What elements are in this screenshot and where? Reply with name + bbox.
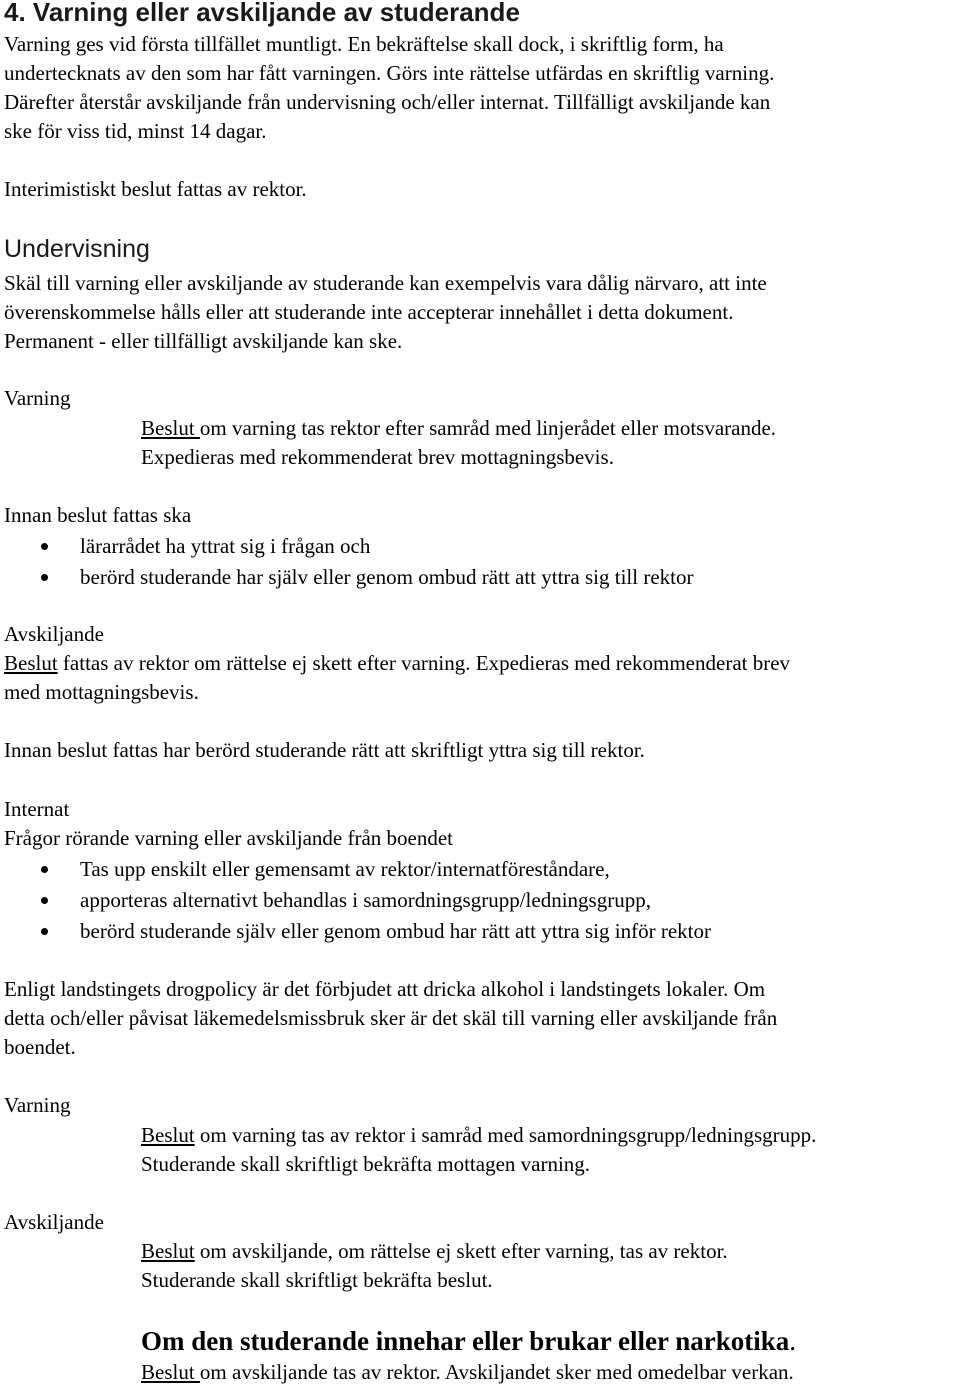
internat-varning-line	[141, 1121, 816, 1150]
internat-varning-label: Varning	[4, 1093, 71, 1117]
section4-paragraph-line: ske för viss tid, minst 14 dagar.	[4, 119, 267, 143]
beslut-underlined: Beslut	[4, 651, 58, 675]
varning-text: om varning tas rektor efter samråd med linjerådet eller motsvarande.	[199, 416, 777, 440]
internat-avskiljande-line2: Studerande skall skriftligt bekräfta beslut.	[141, 1268, 493, 1292]
bullet-item: apporteras alternativt behandlas i samordningsgrupp/ledningsgrupp,	[80, 888, 651, 912]
bullet-icon	[41, 897, 48, 904]
bullet-icon	[41, 866, 48, 873]
bullet-item: lärarrådet ha yttrat sig i frågan och	[80, 534, 371, 558]
internat-avskiljande-label: Avskiljande	[4, 1210, 104, 1234]
undervisning-avskiljande-label: Avskiljande	[4, 622, 104, 646]
section4-paragraph-line: Därefter återstår avskiljande från undervisning och/eller internat. Tillfälligt avskiljande kan	[4, 90, 771, 114]
innan-beslut-paragraph: Innan beslut fattas har berörd studerande rätt att skriftligt yttra sig till rektor.	[4, 738, 645, 762]
undervisning-varning-label: Varning	[4, 386, 71, 410]
bullet-icon	[41, 574, 48, 581]
beslut-underlined: Beslut	[141, 1239, 195, 1263]
internat-intro: Frågor rörande varning eller avskiljande från boendet	[4, 826, 453, 850]
internat-heading: Internat	[4, 797, 70, 821]
undervisning-paragraph-line: Skäl till varning eller avskiljande av studerande kan exempelvis vara dålig närvaro, att inte	[4, 271, 767, 295]
bullet-item: berörd studerande har själv eller genom ombud rätt att yttra sig till rektor	[80, 565, 694, 589]
undervisning-varning-line	[141, 414, 776, 443]
beslut-underlined: Beslut	[141, 416, 200, 440]
bullet-icon	[41, 928, 48, 935]
section4-paragraph-line: undertecknats av den som har fått varningen. Görs inte rättelse utfärdas en skriftlig varning.	[4, 61, 775, 85]
bullet-icon	[41, 543, 48, 550]
narkotika-heading-dot: .	[789, 1326, 797, 1356]
interim-decision-text: Interimistiskt beslut fattas av rektor.	[4, 177, 307, 201]
innan-beslut-heading: Innan beslut fattas ska	[4, 503, 192, 527]
narkotika-line	[141, 1358, 794, 1387]
undervisning-paragraph-line: överenskommelse hålls eller att studerande inte accepterar innehållet i detta dokument.	[4, 300, 734, 324]
section4-paragraph-line: Varning ges vid första tillfället muntligt. En bekräftelse skall dock, i skriftlig form, ha	[4, 32, 724, 56]
drogpolicy-paragraph-line: Enligt landstingets drogpolicy är det förbjudet att dricka alkohol i landstingets lokaler. Om	[4, 977, 766, 1001]
narkotika-heading	[141, 1325, 796, 1359]
bullet-item: berörd studerande själv eller genom ombud har rätt att yttra sig inför rektor	[80, 919, 711, 943]
undervisning-avskiljande-line	[4, 649, 790, 678]
avskiljande-text: om avskiljande, om rättelse ej skett efter varning, tas av rektor.	[194, 1239, 728, 1263]
internat-avskiljande-line	[141, 1237, 728, 1266]
narkotika-heading-text: Om den studerande innehar eller brukar eller narkotika	[141, 1326, 790, 1356]
undervisning-avskiljande-line2: med mottagningsbevis.	[4, 680, 199, 704]
drogpolicy-paragraph-line: detta och/eller påvisat läkemedelsmissbruk sker är det skäl till varning eller avskiljande från	[4, 1006, 778, 1030]
internat-varning-line2: Studerande skall skriftligt bekräfta mottagen varning.	[141, 1152, 591, 1176]
bullet-item: Tas upp enskilt eller gemensamt av rektor/internatföreståndare,	[80, 857, 610, 881]
varning-text: om varning tas av rektor i samråd med samordningsgrupp/ledningsgrupp.	[194, 1123, 817, 1147]
beslut-underlined: Beslut	[141, 1123, 195, 1147]
undervisning-varning-line2: Expedieras med rekommenderat brev mottagningsbevis.	[141, 445, 614, 469]
beslut-underlined: Beslut	[141, 1360, 200, 1384]
drogpolicy-paragraph-line: boendet.	[4, 1035, 76, 1059]
section-title: 4. Varning eller avskiljande av studerande	[4, 0, 520, 27]
avskiljande-text: fattas av rektor om rättelse ej skett efter varning. Expedieras med rekommenderat brev	[57, 651, 791, 675]
undervisning-paragraph-line: Permanent - eller tillfälligt avskiljande kan ske.	[4, 329, 403, 353]
undervisning-heading: Undervisning	[4, 235, 150, 263]
narkotika-text: om avskiljande tas av rektor. Avskiljandet sker med omedelbar verkan.	[199, 1360, 794, 1384]
